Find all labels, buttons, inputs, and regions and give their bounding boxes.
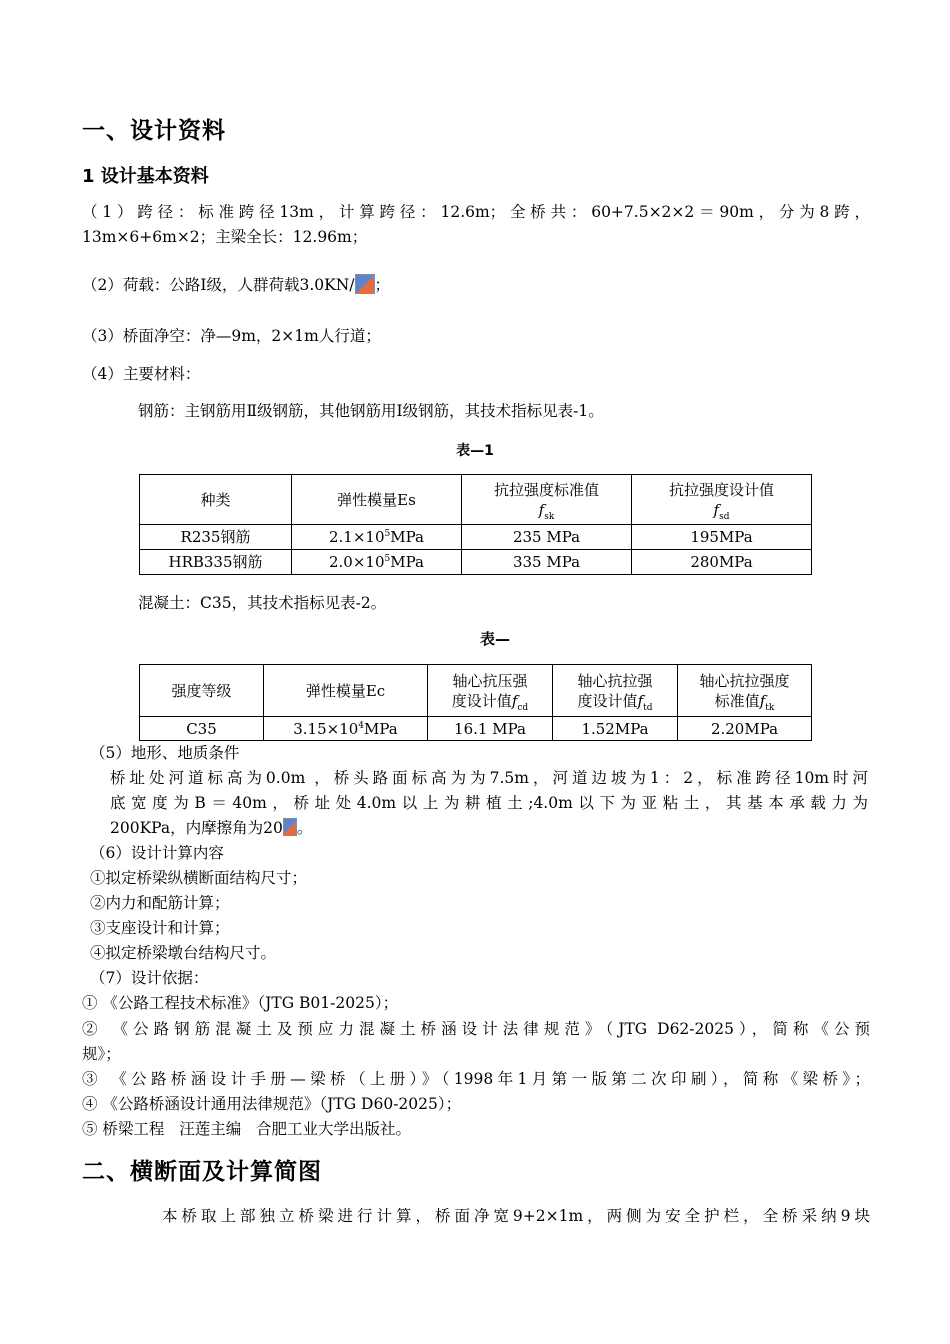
table-cell [292,550,462,575]
mod-base: 2.0×10 [329,553,385,571]
p5-title: （5）地形、地质条件 [90,744,240,762]
table1-header-text: 抗拉强度标准值 [493,480,599,499]
table2-header-text: 轴心抗压强 [452,671,528,690]
p7-title: （7）设计依据： [90,969,209,987]
p2-end: ； [374,276,391,294]
mod-exp: 4 [358,720,365,731]
symbol-sub: td [643,702,653,713]
mod-unit: MPa [390,528,424,546]
subsection-1-title: 1 设计基本资料 [82,166,209,187]
table-row [140,525,812,550]
table2-header-text: 轴心抗拉强 [577,671,653,690]
table-cell: 2.20MPa [678,717,812,741]
concrete-text: 混凝土：C35，其技术指标见表-2。 [138,594,387,612]
last-paragraph-line: 本桥取上部独立桥梁进行计算，桥面净宽9+2×1m，两侧为安全护栏，全桥采纳9块 [162,1207,870,1225]
symbol: f [759,691,766,710]
p1-line1: （1）跨径：标准跨径13m，计算跨径：12.6m；全桥共：60+7.5×2×2＝90m，分为8跨， [82,203,870,221]
table1-header: 种类 [140,475,292,525]
broken-image-icon [283,818,297,836]
p5-end: 。 [296,819,313,837]
p1-line2: 13m×6+6m×2；主梁全长：12.96m； [82,228,368,246]
symbol: f [511,691,518,710]
table-1 [139,474,812,575]
mod-unit: MPa [364,719,398,738]
table-cell: 16.1 MPa [428,717,553,741]
table1-header-text: 抗拉强度设计值 [668,480,774,499]
table-cell: C35 [140,717,264,741]
table2-header-text: 度设计值 [451,691,512,710]
table1-header [462,475,632,525]
p2-text: （2）荷载：公路Ⅰ级，人群荷载3.0KN/ [82,276,355,294]
table-cell: 1.52MPa [553,717,678,741]
symbol: f [637,691,644,710]
p3-line: （3）桥面净空：净—9m，2×1m人行道； [82,327,381,345]
symbol: f [713,500,720,519]
p4-line: （4）主要材料： [82,365,201,383]
p5-line2: 底宽度为B＝40m，桥址处4.0m以上为耕植土;4.0m以下为亚粘土，其基本承载力为 [110,794,868,812]
list-item: ①拟定桥梁纵横断面结构尺寸； [90,869,308,887]
p2-line [82,273,390,297]
symbol: f [538,500,545,519]
list-item: ④拟定桥梁墩台结构尺寸。 [90,944,277,962]
symbol-sub: cd [517,702,529,713]
table-cell: 195MPa [632,525,812,550]
table2-header [553,665,678,717]
p6-title: （6）设计计算内容 [90,844,224,862]
table-2 [139,664,812,741]
steel-text: 钢筋：主钢筋用Ⅱ级钢筋，其他钢筋用Ⅰ级钢筋，其技术指标见表-1。 [138,402,604,420]
table-cell [292,525,462,550]
table2-header-row [140,665,812,717]
p5-line1: 桥址处河道标高为0.0m ，桥头路面标高为为7.5m，河道边坡为1：2，标准跨径10m时河 [110,769,868,787]
table1-header [632,475,812,525]
table1-header: 弹性模量Es [292,475,462,525]
table-cell [264,717,428,741]
list-item: ②内力和配筋计算； [90,894,230,912]
table-cell: HRB335钢筋 [140,550,292,575]
table2-caption: 表— [479,630,510,648]
mod-exp: 5 [384,554,391,564]
ref-item-cont: 规》； [82,1045,121,1063]
p5-line3 [110,816,312,840]
list-item: ③支座设计和计算； [90,919,230,937]
table-row [140,717,812,741]
mod-exp: 5 [384,529,391,539]
table2-header-text: 度设计值 [577,691,638,710]
symbol-sub: sk [544,511,555,522]
table-cell: 235 MPa [462,525,632,550]
ref-item: ④ 《公路桥涵设计通用法律规范》（JTG D60-2025）； [82,1095,462,1113]
table2-header: 弹性模量Ec [264,665,428,717]
table2-header [678,665,812,717]
ref-item: ③ 《公路桥涵设计手册—梁桥（上册）》（1998年1月第一版第二次印刷），简称《梁桥》； [82,1070,870,1088]
mod-base: 3.15×10 [293,719,359,738]
table1-header-row [140,475,812,525]
ref-item: ② 《公路钢筋混凝土及预应力混凝土桥涵设计法律规范》（JTG D62-2025），简称《公预 [82,1020,870,1038]
mod-base: 2.1×10 [329,528,385,546]
ref-item: ① 《公路工程技术标准》（JTG B01-2025）； [82,994,399,1012]
table2-header-text: 轴心抗拉强度 [699,671,790,690]
table-cell: 280MPa [632,550,812,575]
table2-header [428,665,553,717]
table-row [140,550,812,575]
symbol-sub: sd [719,511,730,522]
table-cell: R235钢筋 [140,525,292,550]
table1-caption: 表—1 [456,443,494,459]
table2-header: 强度等级 [140,665,264,717]
section-1-title: 一、设计资料 [82,118,226,144]
broken-image-icon [355,274,375,294]
table-cell: 335 MPa [462,550,632,575]
symbol-sub: tk [765,702,775,713]
table2-header-text: 标准值 [714,691,760,710]
mod-unit: MPa [390,553,424,571]
ref-item: ⑤ 桥梁工程 汪莲主编 合肥工业大学出版社。 [82,1120,411,1138]
section-2-title: 二、横断面及计算简图 [82,1159,322,1185]
p5-line3-text: 200KPa，内摩擦角为20 [110,819,283,837]
